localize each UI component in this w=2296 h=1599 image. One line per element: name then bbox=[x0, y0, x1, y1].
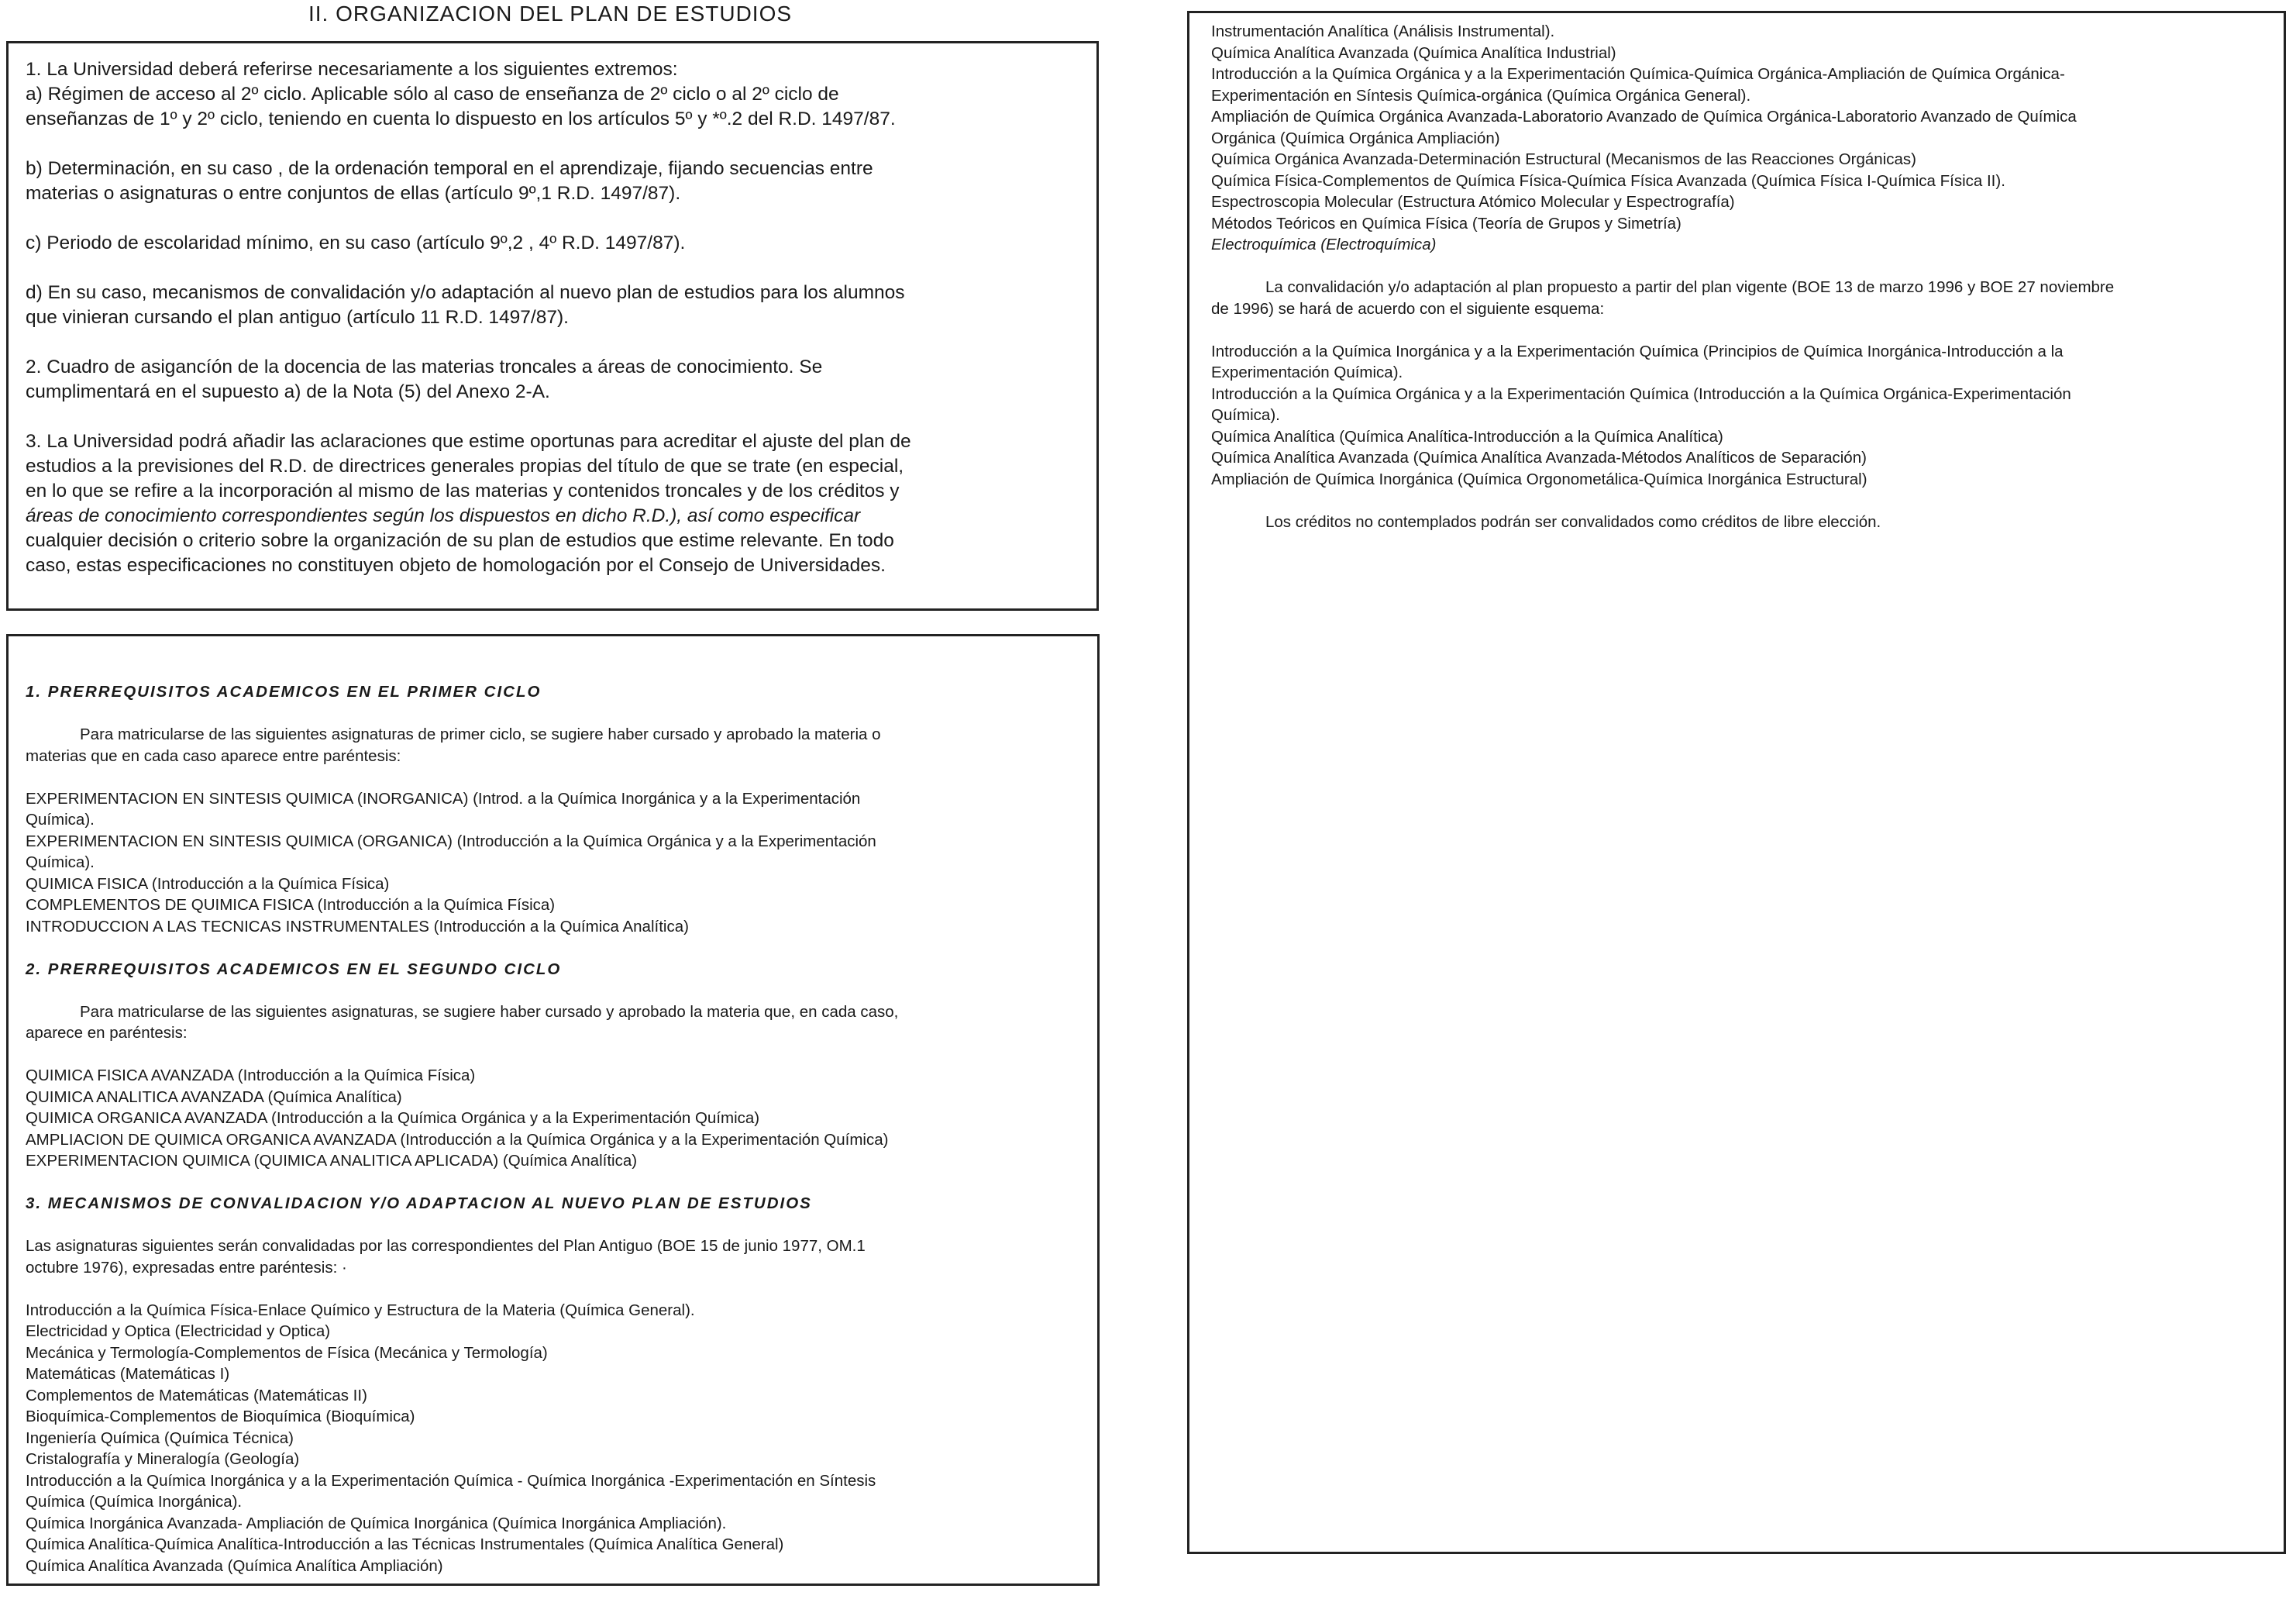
prerequisites-text bbox=[26, 681, 898, 1577]
text-line: Espectroscopia Molecular (Estructura Atómico Molecular y Espectrografía) bbox=[1211, 193, 1735, 211]
text-line: Química). bbox=[1211, 406, 1280, 424]
text-line: QUIMICA FISICA (Introducción a la Química Física) bbox=[26, 874, 390, 893]
text-line: AMPLIACION DE QUIMICA ORGANICA AVANZADA (Introducción a la Química Orgánica y a la Experimentación Química) bbox=[26, 1130, 889, 1149]
text-line bbox=[26, 256, 911, 281]
text-line: COMPLEMENTOS DE QUIMICA FISICA (Introducción a la Química Física) bbox=[26, 896, 556, 914]
prerequisites-box bbox=[6, 634, 1100, 1586]
text-line: Bioquímica-Complementos de Bioquímica (Bioquímica) bbox=[26, 1408, 415, 1425]
text-line bbox=[26, 330, 911, 355]
text-line: Química Analítica-Química Analítica-Introducción a las Técnicas Instrumentales (Química Analítica General) bbox=[26, 1535, 784, 1553]
text-line: Métodos Teóricos en Química Física (Teoría de Grupos y Simetría) bbox=[1211, 214, 1682, 233]
text-line: de 1996) se hará de acuerdo con el siguiente esquema: bbox=[1211, 299, 1605, 318]
text-line: enseñanzas de 1º y 2º ciclo, teniendo en cuenta lo dispuesto en los artículos 5º y *º.2 del R.D. 1497/87. bbox=[26, 109, 896, 129]
text-line: 1. La Universidad deberá referirse necesariamente a los siguientes extremos: bbox=[26, 59, 678, 80]
text-line bbox=[26, 132, 911, 157]
text-line: cumplimentará en el supuesto a) de la Nota (5) del Anexo 2-A. bbox=[26, 381, 550, 402]
text-line: Ingeniería Química (Química Técnica) bbox=[26, 1428, 294, 1447]
text-line: que vinieran cursando el plan antiguo (artículo 11 R.D. 1497/87). bbox=[26, 307, 569, 328]
text-line: Introducción a la Química Inorgánica y a la Experimentación Química (Principios de Química Inorgánica-Introducción a la bbox=[1211, 342, 2064, 360]
text-line: Química Analítica (Química Analítica-Introducción a la Química Analítica) bbox=[1211, 427, 1723, 446]
text-line: Las asignaturas siguientes serán convalidadas por las correspondientes del Plan Antiguo (BOE 15 de junio 1977, OM.1 bbox=[26, 1237, 866, 1255]
text-line bbox=[26, 1044, 898, 1066]
text-line: a) Régimen de acceso al 2º ciclo. Aplicable sólo al caso de enseñanza de 2º ciclo o al 2º ciclo de bbox=[26, 84, 839, 105]
text-line bbox=[26, 206, 911, 231]
text-line: c) Periodo de escolaridad mínimo, en su caso (artículo 9º,2 , 4º R.D. 1497/87). bbox=[26, 233, 686, 253]
text-line: Cristalografía y Mineralogía (Geología) bbox=[26, 1450, 300, 1468]
text-line: Química Analítica Avanzada (Química Analítica Ampliación) bbox=[26, 1556, 443, 1575]
text-line: Ampliación de Química Inorgánica (Química Orgonometálica-Química Inorgánica Estructural) bbox=[1211, 470, 1867, 488]
text-line: Química). bbox=[26, 811, 95, 829]
page-title: II. ORGANIZACION DEL PLAN DE ESTUDIOS bbox=[308, 2, 793, 26]
instructions-text bbox=[26, 57, 911, 578]
text-line: QUIMICA ORGANICA AVANZADA (Introducción a la Química Orgánica y a la Experimentación Química) bbox=[26, 1109, 760, 1127]
text-line: materias que en cada caso aparece entre paréntesis: bbox=[26, 746, 401, 765]
text-line: Introducción a la Química Orgánica y a la Experimentación Química (Introducción a la Química Orgánica-Experimentación bbox=[1211, 384, 2071, 403]
text-line: materias o asignaturas o entre conjuntos de ellas (artículo 9º,1 R.D. 1497/87). bbox=[26, 183, 681, 204]
text-line: Química Analítica Avanzada (Química Analítica Avanzada-Métodos Analíticos de Separación) bbox=[1211, 449, 1867, 467]
text-line: Para matricularse de las siguientes asignaturas de primer ciclo, se sugiere haber cursado y aprobado la materia o bbox=[80, 725, 881, 743]
text-line: aparece en paréntesis: bbox=[26, 1024, 188, 1042]
convalidation-box bbox=[1187, 11, 2286, 1554]
text-line: EXPERIMENTACION EN SINTESIS QUIMICA (ORGANICA) (Introducción a la Química Orgánica y a la Experimentación bbox=[26, 832, 876, 850]
text-line: 3. MECANISMOS DE CONVALIDACION Y/O ADAPTACION AL NUEVO PLAN DE ESTUDIOS bbox=[26, 1194, 812, 1212]
text-line bbox=[26, 980, 898, 1001]
text-line bbox=[26, 1172, 898, 1194]
text-line: d) En su caso, mecanismos de convalidación y/o adaptación al nuevo plan de estudios para los alumnos bbox=[26, 282, 905, 303]
text-line: Introducción a la Química Orgánica y a la Experimentación Química-Química Orgánica-Ampliación de Química Orgánica- bbox=[1211, 65, 2065, 83]
text-line: Introducción a la Química Física-Enlace Químico y Estructura de la Materia (Química General). bbox=[26, 1301, 695, 1319]
text-line: Electricidad y Optica (Electricidad y Optica) bbox=[26, 1322, 331, 1340]
text-line: Química (Química Inorgánica). bbox=[26, 1493, 243, 1511]
text-line bbox=[26, 1278, 898, 1300]
text-line: Química Física-Complementos de Química Física-Química Física Avanzada (Química Física I-Química Física II). bbox=[1211, 171, 2005, 190]
text-line: áreas de conocimiento correspondientes según los dispuestos en dicho R.D.), así como especificar bbox=[26, 505, 861, 526]
text-line: 1. PRERREQUISITOS ACADEMICOS EN EL PRIMER CICLO bbox=[26, 683, 542, 701]
text-line: Ampliación de Química Orgánica Avanzada-Laboratorio Avanzado de Química Orgánica-Laboratorio Avanzado de Química bbox=[1211, 108, 2077, 126]
text-line: Experimentación en Síntesis Química-orgánica (Química Orgánica General). bbox=[1211, 86, 1751, 105]
text-line: Química Inorgánica Avanzada- Ampliación de Química Inorgánica (Química Inorgánica Ampliación). bbox=[26, 1514, 727, 1532]
text-line: EXPERIMENTACION EN SINTESIS QUIMICA (INORGANICA) (Introd. a la Química Inorgánica y a la Experimentación bbox=[26, 789, 861, 808]
text-line: INTRODUCCION A LAS TECNICAS INSTRUMENTALES (Introducción a la Química Analítica) bbox=[26, 917, 689, 936]
text-line: cualquier decisión o criterio sobre la organización de su plan de estudios que estime relevante. En todo bbox=[26, 530, 894, 551]
text-line: Complementos de Matemáticas (Matemáticas II) bbox=[26, 1386, 367, 1404]
text-line: 2. PRERREQUISITOS ACADEMICOS EN EL SEGUNDO CICLO bbox=[26, 960, 562, 978]
text-line: b) Determinación, en su caso , de la ordenación temporal en el aprendizaje, fijando secuencias entre bbox=[26, 158, 873, 179]
text-line: Química Orgánica Avanzada-Determinación Estructural (Mecanismos de las Reacciones Orgánicas) bbox=[1211, 150, 1916, 168]
text-line: EXPERIMENTACION QUIMICA (QUIMICA ANALITICA APLICADA) (Química Analítica) bbox=[26, 1152, 638, 1170]
text-line: Para matricularse de las siguientes asignaturas, se sugiere haber cursado y aprobado la materia que, en cada caso, bbox=[80, 1002, 899, 1021]
text-line: Química). bbox=[26, 853, 95, 871]
text-line: Los créditos no contemplados podrán ser convalidados como créditos de libre elección. bbox=[1265, 512, 1881, 531]
text-line: Química Analítica Avanzada (Química Analítica Industrial) bbox=[1211, 43, 1616, 62]
text-line: 2. Cuadro de asigancíón de la docencia de las materias troncales a áreas de conocimiento. Se bbox=[26, 357, 823, 377]
text-line: Experimentación Química). bbox=[1211, 364, 1403, 381]
text-line bbox=[26, 405, 911, 429]
text-line bbox=[1211, 490, 2114, 512]
text-line bbox=[26, 1215, 898, 1236]
text-line: Orgánica (Química Orgánica Ampliación) bbox=[1211, 129, 1500, 147]
text-line: Instrumentación Analítica (Análisis Instrumental). bbox=[1211, 22, 1555, 40]
text-line: Mecánica y Termología-Complementos de Física (Mecánica y Termología) bbox=[26, 1343, 548, 1362]
text-line bbox=[1211, 319, 2114, 341]
text-line: Electroquímica (Electroquímica) bbox=[1211, 236, 1437, 253]
text-line bbox=[1211, 256, 2114, 277]
text-line bbox=[26, 937, 898, 959]
text-line: en lo que se refire a la incorporación al mismo de las materias y contenidos troncales y de los créditos y bbox=[26, 481, 900, 501]
text-line: Introducción a la Química Inorgánica y a la Experimentación Química - Química Inorgánica -Experimentación en Síntesis bbox=[26, 1471, 876, 1490]
instructions-box bbox=[6, 41, 1099, 611]
text-line: QUIMICA ANALITICA AVANZADA (Química Analítica) bbox=[26, 1087, 402, 1106]
text-line: octubre 1976), expresadas entre paréntesis: · bbox=[26, 1258, 347, 1277]
text-line: 3. La Universidad podrá añadir las aclaraciones que estime oportunas para acreditar el ajuste del plan de bbox=[26, 431, 911, 452]
convalidation-text bbox=[1211, 21, 2114, 532]
text-line: QUIMICA FISICA AVANZADA (Introducción a la Química Física) bbox=[26, 1067, 476, 1084]
text-line: estudios a la previsiones del R.D. de directrices generales propias del título de que se trate (en especial, bbox=[26, 456, 904, 477]
text-line bbox=[26, 767, 898, 788]
text-line: caso, estas especificaciones no constituyen objeto de homologación por el Consejo de Universidades. bbox=[26, 555, 886, 576]
text-line: La convalidación y/o adaptación al plan propuesto a partir del plan vigente (BOE 13 de marzo 1996 y BOE 27 noviembre bbox=[1265, 278, 2115, 296]
text-line bbox=[26, 703, 898, 725]
text-line: Matemáticas (Matemáticas I) bbox=[26, 1365, 230, 1383]
